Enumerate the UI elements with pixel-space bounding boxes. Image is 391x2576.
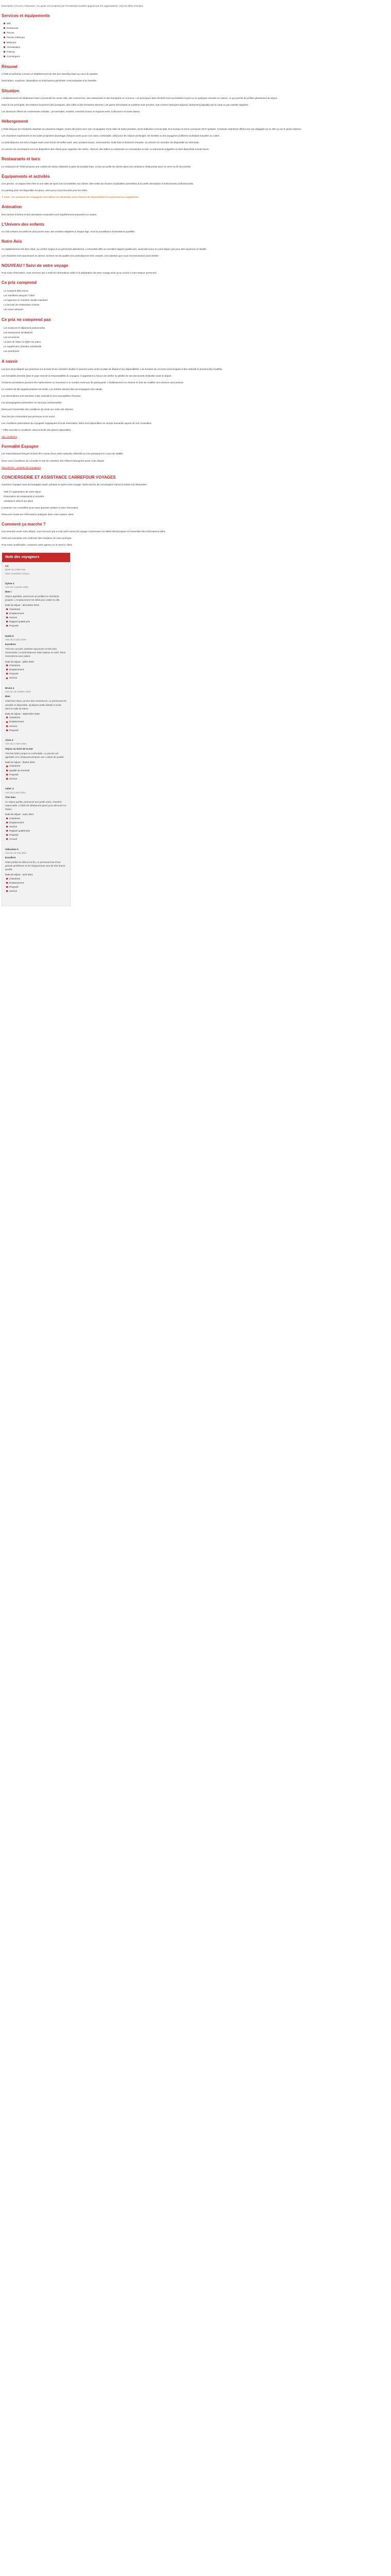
paragraph: Contactez nos conseillers pour toute question relative à votre réservation. — [2, 506, 79, 509]
bullet-icon — [4, 46, 5, 48]
list-item: Climatisation — [4, 45, 389, 49]
bullet-icon — [6, 617, 8, 618]
review-stay-date: Date du séjour : février 2021 — [5, 760, 35, 764]
paragraph: Retrouvez l'ensemble des conditions de vente sur notre site internet. — [2, 408, 74, 411]
review-item — [5, 848, 67, 893]
ceprix-title: Ce prix comprend — [2, 280, 37, 285]
review-author: Sébastien 5 — [5, 848, 19, 851]
bullet-icon — [4, 56, 5, 57]
bullet-icon — [6, 838, 8, 840]
list-item: Propreté — [6, 833, 67, 837]
paragraph: Un service de conciergerie est à la disposition des clients pour organiser les visites, réserver des tables au restaurant ou commander un taxi. Le personnel polyglotte se tient disponible à toute heure. — [2, 148, 209, 151]
review-title: Excellent — [5, 643, 16, 646]
list-item: Service — [6, 616, 67, 620]
list-item: Les excursions — [4, 336, 20, 338]
review-item — [5, 634, 67, 680]
paragraph: Les photographies présentées ne sont pas contractuelles. — [2, 401, 62, 404]
reviews-header — [2, 553, 70, 563]
review-title: Bien — [5, 695, 10, 698]
list-item: Rapport qualité-prix — [6, 828, 67, 833]
bullet-icon — [6, 665, 8, 666]
neprix-title: Ce prix ne comprend pas — [2, 317, 51, 323]
bullet-icon — [4, 32, 5, 33]
neprix-list — [4, 326, 389, 354]
univers-title: L'Univers des enfants — [2, 222, 44, 227]
review-author: sabel_4 — [5, 787, 14, 790]
list-item: Bâtiment — [4, 40, 389, 45]
review-tags — [6, 607, 67, 628]
bullet-icon — [6, 778, 8, 779]
review-title: Séjour au bord de la mer — [5, 747, 33, 750]
list-item: Le logement en chambre double standard — [4, 299, 48, 302]
paragraph: Les alentours offrent de nombreuses activités : promenades, musées, marchés locaux et espaces verts, à découvrir en toute saison. — [2, 110, 141, 113]
list-item: La formule de restauration choisie — [4, 303, 40, 307]
review-stay-date: Date du séjour : décembre 2019 — [5, 604, 39, 607]
list-item: Service — [6, 676, 67, 680]
review-text: Un séjour parfait, personnel aux petits soins, chambre impeccable. L'hôtel est idéalement placé pour découvrir la région. — [5, 800, 67, 810]
paragraph: Une semaine avant votre départ, vous recevrez par e-mail votre carnet de voyage comprenant vos billets électroniques et l'ensemble des informations utiles. — [2, 530, 166, 533]
bullet-icon — [4, 51, 5, 53]
ceprix-list — [4, 289, 389, 312]
paragraph: Les formalités d'entrée dans le pays sont de la responsabilité du voyageur. Il appartient à chacun de vérifier la validité de ses documents d'identité avant le départ. — [2, 374, 172, 377]
reviews-panel — [2, 552, 71, 907]
bullet-icon — [6, 882, 8, 884]
note-text: À noter : les animaux de compagnie sont admis sur demande, sous réserve de disponibilité et moyennant un supplément. — [2, 196, 139, 199]
bullet-icon — [4, 37, 5, 38]
bullet-icon — [6, 834, 8, 836]
paragraph: Retrouvez toutes les informations pratiques dans votre espace client. — [2, 513, 74, 516]
review-author: Anne 4 — [5, 739, 13, 742]
paragraph: L'hôtel dispose de chambres réparties sur plusieurs étages, toutes décorées avec soin et équipées d'une salle de bains privative, d'une télévision à écran plat, d'un bureau et d'une connexion Wi-Fi gratuite. Certaines chambres offrent une vue dégagée sur la ville ou sur le jardin intérieur. — [2, 127, 302, 130]
advice-link[interactable]: Site internet : conseils aux voyageurs — [2, 466, 41, 469]
bullet-icon — [4, 42, 5, 43]
list-item: Piscine intérieure — [4, 35, 389, 40]
list-item: Conciergerie — [4, 54, 389, 59]
bullet-icon — [6, 730, 8, 731]
list-item: Propreté — [6, 672, 67, 676]
rating-count: Basé sur 1088 Avis — [5, 568, 26, 571]
bullet-icon — [6, 717, 8, 718]
review-title: Très bien — [5, 795, 16, 799]
formalite-title: Formalité Espagne — [2, 444, 39, 449]
list-item: Les taxes aéroport — [4, 308, 24, 311]
conciergerie-title: CONCIERGERIE ET ASSISTANCE CARREFOUR VOYAGES — [2, 474, 116, 480]
conditions-link[interactable]: Voir conditions — [2, 435, 17, 438]
rating-score: 4,5 — [5, 565, 9, 568]
services-list — [4, 21, 389, 59]
review-text: Très bel hôtel, propre et confortable. La piscine est agréable et le restaurant propose une cuisine de qualité. — [5, 752, 64, 758]
bullet-icon — [6, 625, 8, 626]
review-item — [5, 686, 67, 732]
review-item — [5, 738, 67, 781]
review-tags — [6, 716, 67, 732]
list-item: Chambres — [6, 607, 67, 611]
bullet-icon — [6, 878, 8, 879]
list-item: Le supplément chambre individuelle — [4, 345, 42, 348]
review-text: Hôtel parfait du début à la fin. Le personnel est d'une grande gentillesse et les équipements sont de très bonne qualité. — [5, 861, 66, 871]
reviews-summary — [5, 564, 67, 575]
review-author: Sylvie 4 — [5, 582, 14, 585]
review-tags — [6, 664, 67, 680]
savoir-title: A savoir — [2, 359, 18, 364]
list-item: Piscine — [4, 30, 389, 35]
review-stay-date: Date du séjour : avril 2021 — [5, 873, 33, 876]
paragraph: Les chambres sont spacieuses et calmes, la literie est de qualité et le petit-déjeuner très complet. Une adresse que nous recommandons sans hésiter. — [2, 254, 159, 257]
list-item: Les pourboires — [4, 350, 20, 353]
list-item: Service — [6, 776, 67, 781]
paragraph: Un établissement très bien situé, au confort soigné et au personnel attentionné. L'ensemble offre un excellent rapport qualité-prix, aussi bien pour un court séjour que pour des vacances en famille. — [2, 247, 207, 250]
paragraph: Les ressortissants français doivent être munis d'une carte nationale d'identité ou d'un passeport en cours de validité. — [2, 452, 124, 455]
bullet-icon — [6, 766, 8, 767]
bullet-icon — [6, 677, 8, 679]
paragraph: Carrefour Voyages vous accompagne avant, pendant et après votre voyage. Notre service de conciergerie répond à toutes vos demandes : — [2, 483, 148, 486]
paragraph: Des soirées à thème et des animations musicales sont régulièrement proposées en saison. — [2, 213, 97, 216]
list-item: Restaurant — [4, 26, 389, 30]
services-title: Services et équipements — [2, 13, 50, 18]
review-text: Séjour agréable, personnel accueillant et chambres propres. L'emplacement est idéal pour visiter la ville. — [5, 595, 60, 602]
equipements-title: Équipements et activités — [2, 174, 50, 179]
list-item: Réservation de restaurants et activités — [4, 495, 44, 498]
list-item: Propreté — [6, 772, 67, 776]
list-item: Chambres — [6, 664, 67, 668]
list-item: Emplacement — [6, 720, 67, 724]
review-tags — [6, 877, 67, 893]
list-item: La taxe de séjour à régler sur place — [4, 341, 41, 344]
bullet-icon — [6, 890, 8, 892]
review-date: Avis du 2 mars 2021 — [5, 742, 27, 745]
review-tags — [6, 764, 67, 781]
bullet-icon — [6, 774, 8, 775]
comment-title: Comment ça marche ? — [2, 521, 46, 527]
review-title: Excellent — [5, 856, 16, 859]
review-date: Avis du 24 mai 2021 — [5, 851, 27, 854]
list-item: Assistance 24h/24 sur place — [4, 500, 34, 503]
bullet-icon — [6, 822, 8, 823]
review-author: Bruno 4 — [5, 687, 14, 690]
page-root — [0, 0, 391, 911]
review-text: Hôtel bien situé, proche des commerces. Le personnel est aimable et disponible. Quelques petits détails à revoir dans la salle de bains. — [5, 700, 67, 710]
nouveau-title: NOUVEAU ! Suivi de votre voyage — [2, 263, 69, 268]
list-item: Aide à l'organisation de votre séjour — [4, 490, 41, 494]
bullet-icon — [4, 27, 5, 29]
review-tags — [6, 816, 67, 841]
paragraph: Dans la rue principale, les visiteurs trouveront des boutiques, des cafés et des terrasses animées. Les gares ferroviaires et routières sont proches, tout comme l'aéroport régional, facilement joignable par la route ou par navette régulière. — [2, 104, 249, 107]
list-item: Wifi — [4, 21, 389, 26]
review-stay-date: Date du séjour : septembre 2020 — [5, 712, 40, 715]
hebergement-title: Hébergement — [2, 119, 28, 124]
paragraph: Le petit-déjeuner est servi chaque matin sous forme de buffet varié, avec produits locaux, viennoiseries, fruits frais et boissons chaudes. Un service en chambre est disponible sur demande. — [2, 141, 200, 144]
list-item: Service — [6, 824, 67, 828]
list-item: Chambres — [6, 764, 67, 768]
paragraph: L'hôtel se présente comme un établissement de très bon standing situé au cœur du quartier. — [2, 73, 99, 76]
review-item — [5, 787, 67, 841]
paragraph: Pour toute réservation, vous recevrez par e-mail les informations utiles à la préparation de votre voyage ainsi qu'un accès à votre espace personnel. — [2, 272, 157, 275]
paragraph: Un club enfants accueille les plus jeunes avec des activités adaptées à chaque âge, sous la surveillance d'animateurs qualifiés. — [2, 230, 136, 233]
list-item: Chambres — [6, 877, 67, 881]
bullet-icon — [6, 613, 8, 614]
paragraph: Votre pré-inscription est confirmée dès réception de votre acompte. — [2, 537, 72, 540]
paragraph: Tous les prix s'entendent par personne et en euros. — [2, 415, 56, 418]
rating-award: 2021 Travellers Choice — [5, 572, 29, 575]
paragraph: Le restaurant de l'hôtel propose une cuisine de saison élaborée à partir de produits frais. Le bar accueille les clients dans une ambiance chaleureuse pour un verre en fin de journée. — [2, 165, 191, 168]
resume-title: Résumé — [2, 64, 18, 69]
list-item: Emplacement — [6, 881, 67, 885]
list-item: Propreté — [6, 885, 67, 889]
paragraph: Les chambres supérieures et les suites proposent davantage d'espace ainsi qu'un coin salon confortable, idéal pour les séjours prolongés, les familles ou les voyageurs d'affaires souhaitant travailler au calme. — [2, 134, 220, 137]
list-item: Les assurances facultatives — [4, 331, 33, 334]
animation-title: Animation — [2, 205, 22, 210]
paragraph: Un parking privé est disponible sur place, ainsi qu'un local sécurisé pour les vélos. — [2, 189, 88, 192]
paragraph: Les prix sont indiqués par personne sur la base d'une chambre double et peuvent varier selon la date de départ et les disponibilités. Les horaires de vol sont communiqués à titre indicatif et peuvent être modifiés. — [2, 367, 223, 370]
review-item — [5, 582, 67, 628]
restaurants-title: Restaurants et bars — [2, 157, 40, 162]
paragraph: Le nombre de lits supplémentaires est limité. Les enfants doivent être accompagnés d'un adulte. — [2, 388, 103, 391]
list-item: Qualité du sommeil — [6, 768, 67, 772]
list-item: Propreté — [6, 728, 67, 732]
paragraph: Les conditions particulières du voyagiste s'appliquent à toute réservation. Elles sont disponibles sur simple demande auprès de nos conseillers. — [2, 421, 152, 425]
bullet-icon — [4, 23, 5, 24]
bullet-icon — [6, 818, 8, 819]
paragraph: Description, ouverture, dispositions et informations générales communiquées à la clientèle. — [2, 79, 97, 82]
list-item: Emplacement — [6, 611, 67, 615]
bullet-icon — [6, 826, 8, 827]
list-item: Emplacement — [6, 820, 67, 824]
paragraph: Une piscine, un espace bien-être et une salle de sport sont accessibles aux clients. Des salles de réunion modulables permettent d'accueillir séminaires et événements professionnels. — [2, 182, 194, 185]
intro-text: Description à la une composant : Ce guide est composé par Formation/Conseiller gagnés par les organisations. Voir les offres d'emploi. — [2, 4, 144, 7]
bullet-icon — [6, 886, 8, 888]
review-date: Avis du 8 août 2020 — [5, 638, 26, 641]
list-item: Les transferts aéroport / hôtel — [4, 294, 35, 297]
paragraph: L'établissement est idéalement situé à proximité du centre-ville, des commerces, des restaurants et des transports en commun. Les principaux sites d'intérêt sont accessibles à pied ou en quelques minutes en voiture, ce qui permet de profiter pleinement du séjour. — [2, 96, 278, 99]
list-item: Chambres — [6, 716, 67, 720]
review-date: Avis du 1 janvier 2020 — [5, 585, 29, 588]
list-item: Emplacement — [6, 668, 67, 672]
bullet-icon — [6, 673, 8, 674]
list-item: Service — [6, 724, 67, 728]
list-item: Propreté — [6, 624, 67, 628]
paragraph: Nous vous conseillons de consulter le site du ministère des Affaires étrangères avant votre départ. — [2, 459, 105, 462]
list-item: Accueil — [6, 837, 67, 841]
bullet-icon — [6, 608, 8, 610]
review-title: Bien ! — [5, 590, 12, 593]
bullet-icon — [6, 830, 8, 832]
situation-title: Situation — [2, 88, 20, 93]
bullet-icon — [6, 621, 8, 622]
review-stay-date: Date du séjour : juillet 2020 — [5, 660, 34, 663]
review-author: Nadia 5 — [5, 634, 14, 637]
list-item: Les boissons et dépenses personnelles — [4, 326, 45, 329]
bullet-icon — [6, 770, 8, 771]
review-date: Avis du 18 octobre 2020 — [5, 690, 31, 693]
paragraph: Pour toute modification, contactez votre agence ou le service client. — [2, 544, 73, 547]
review-stay-date: Date du séjour : mars 2021 — [5, 813, 34, 816]
list-item: Le transport aller-retour — [4, 289, 29, 292]
list-item: Chambres — [6, 816, 67, 820]
list-item: Service — [6, 889, 67, 893]
review-text: Très bon accueil, chambre spacieuse et très bien insonorisée. Le petit-déjeuner était copieux et varié. Nous reviendrons avec plaisir. — [5, 648, 66, 658]
paragraph: * Offre soumise à conditions, dans la limite des places disponibles. — [2, 428, 72, 431]
list-item: Rapport qualité-prix — [6, 620, 67, 624]
bullet-icon — [6, 725, 8, 727]
conciergerie-list — [4, 489, 389, 503]
review-date: Avis du 8 avril 2021 — [5, 791, 26, 794]
reviews-body — [2, 562, 70, 902]
notreavis-title: Notre Avis — [2, 239, 22, 244]
list-item: Parking — [4, 49, 389, 54]
paragraph: Les informations sont données à titre indicatif et sont susceptibles d'évoluer. — [2, 395, 82, 398]
bullet-icon — [6, 669, 8, 670]
paragraph: Certaines prestations peuvent être saisonnières ou soumises à un nombre minimum de participants. L'établissement se réserve le droit de modifier ses services sans préavis. — [2, 381, 184, 384]
reviews-title: Note des voyageurs — [5, 555, 40, 559]
bullet-icon — [6, 721, 8, 723]
